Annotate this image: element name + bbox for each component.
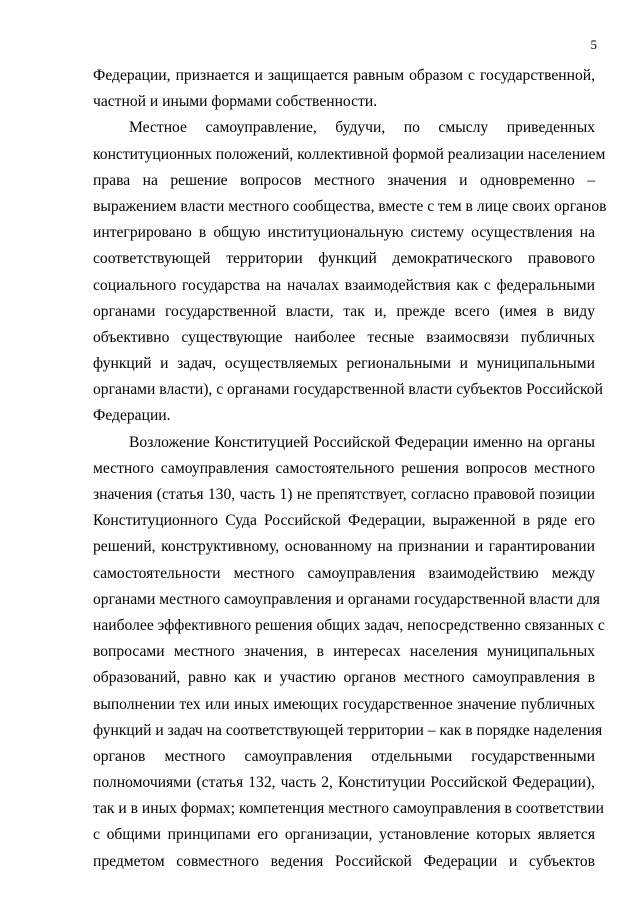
- text-line: функций и задач, осуществляемых региональными и муниципальными: [93, 355, 595, 373]
- text-line: полномочиями (статья 132, часть 2, Конституции Российской Федерации),: [93, 774, 595, 792]
- text-line: выполнении тех или иных имеющих государственное значение публичных: [93, 695, 595, 713]
- text-line: самостоятельности местного самоуправления взаимодействию между: [93, 564, 595, 582]
- text-line: органов местного самоуправления отдельными государственными: [93, 747, 595, 765]
- text-line: Местное самоуправление, будучи, по смыслу приведенных: [129, 119, 595, 137]
- text-line: с общими принципами его организации, установление которых является: [93, 826, 595, 844]
- paragraph: [93, 63, 595, 115]
- text-line: Федерации, признается и защищается равным образом с государственной,: [93, 67, 595, 84]
- text-line: местного самоуправления самостоятельного решения вопросов местного: [93, 459, 595, 477]
- text-line: предметом совместного ведения Российской Федерации и субъектов: [93, 852, 595, 870]
- text-line: органами государственной власти, так и, прежде всего (имея в виду: [93, 302, 595, 320]
- paragraph: [93, 115, 607, 429]
- page-number: 5: [590, 37, 597, 52]
- paragraph: [93, 430, 605, 875]
- text-line: Федерации.: [93, 407, 171, 425]
- text-line: частной и иными формами собственности.: [93, 93, 378, 111]
- document-body: [93, 63, 607, 875]
- text-line: так и в иных формах; компетенция местного самоуправления в соответствии: [93, 800, 604, 818]
- text-line: объективно существующие наиболее тесные взаимосвязи публичных: [93, 328, 595, 346]
- text-line: конституционных положений, коллективной формой реализации населением: [93, 145, 606, 163]
- text-line: вопросами местного значения, в интересах населения муниципальных: [93, 643, 595, 661]
- text-line: Возложение Конституцией Российской Федерации именно на органы: [129, 433, 595, 451]
- text-line: решений, конструктивному, основанному на признании и гарантировании: [93, 538, 595, 556]
- text-line: выражением власти местного сообщества, вместе с тем в лице своих органов: [93, 197, 607, 215]
- text-line: Конституционного Суда Российской Федерации, выраженной в ряде его: [93, 512, 595, 530]
- text-line: органами местного самоуправления и органами государственной власти для: [93, 590, 600, 608]
- text-line: органами власти), с органами государственной власти субъектов Российской: [93, 381, 603, 399]
- text-line: социального государства на началах взаимодействия как с федеральными: [93, 276, 595, 294]
- text-line: соответствующей территории функций демократического правового: [93, 250, 595, 268]
- text-line: образований, равно как и участию органов местного самоуправления в: [93, 669, 595, 687]
- text-line: интегрировано в общую институциональную систему осуществления на: [93, 224, 595, 242]
- text-line: функций и задач на соответствующей территории – как в порядке наделения: [93, 721, 603, 739]
- text-line: значения (статья 130, часть 1) не препятствует, согласно правовой позиции: [93, 486, 595, 503]
- text-line: наиболее эффективного решения общих задач, непосредственно связанных с: [93, 616, 605, 634]
- text-line: права на решение вопросов местного значения и одновременно –: [93, 171, 595, 189]
